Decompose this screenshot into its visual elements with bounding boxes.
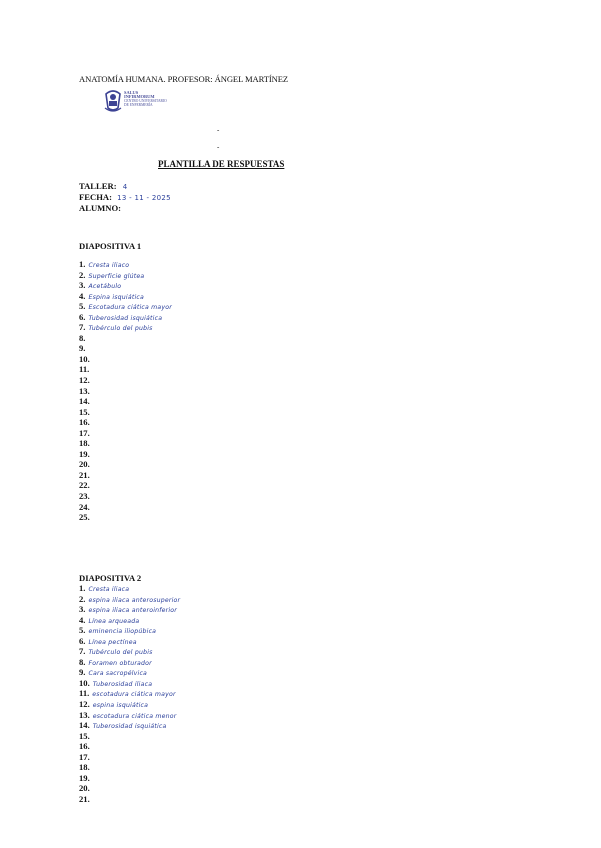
answer-item [79,322,172,333]
answer-item [79,731,180,742]
institution-logo [104,88,174,114]
answer-item [79,710,180,721]
answer-item [79,259,172,270]
answer-text: Cresta iliaca [88,586,130,593]
answer-number: 2. [79,593,86,604]
answer-number: 5. [79,625,86,636]
answer-number: 8. [79,332,86,343]
separator-mark: - [217,126,220,134]
answer-item [79,459,172,470]
logo-emblem-icon [104,88,122,112]
taller-value: 4 [122,183,128,191]
answer-item [79,291,172,302]
answer-item [79,354,172,365]
answer-item [79,594,180,605]
answer-item [79,502,172,513]
answer-list-diapositiva-2 [79,583,180,804]
answer-number: 1. [79,583,86,593]
answer-number: 11. [79,364,90,375]
answer-number: 2. [79,269,86,280]
answer-text: espina iliaca anterosuperior [88,596,181,604]
answer-item [79,470,172,481]
answer-number: 12. [79,375,90,386]
answer-item [79,636,180,647]
answer-item [79,491,172,502]
section-title-diapositiva-1: DIAPOSITIVA 1 [79,241,142,251]
answer-item [79,752,180,763]
answer-item [79,741,180,752]
logo-text: SALUS INFIRMORUM CENTRO UNIVERSITARIO DE ENFERMERÍA [124,90,167,107]
answer-list-diapositiva-1 [79,259,172,523]
answer-item [79,657,180,668]
answer-number: 17. [79,751,90,762]
answer-number: 3. [79,280,86,291]
answer-item [79,678,180,689]
taller-field: TALLER: 4 [79,181,128,191]
answer-text: Tuberosidad iliaca [92,680,153,688]
answer-number: 13. [79,385,90,396]
answer-text: Espina isquiática [88,293,144,301]
answer-item [79,583,180,594]
answer-number: 13. [79,709,90,720]
answer-number: 12. [79,699,90,710]
answer-number: 9. [79,667,86,678]
answer-text: Línea pectínea [88,638,137,646]
page-title: PLANTILLA DE RESPUESTAS [158,159,285,169]
answer-item [79,720,180,731]
fecha-value: 13 - 11 - 2025 [117,194,171,202]
fecha-field: FECHA: 13 - 11 - 2025 [79,192,171,202]
answer-item [79,688,180,699]
answer-number: 11. [79,688,90,699]
answer-text: Acetábulo [88,283,122,291]
answer-text: espina iliaca anteroinferior [88,607,178,615]
answer-item [79,428,172,439]
answer-number: 15. [79,406,90,417]
answer-number: 21. [79,793,90,804]
answer-item [79,280,172,291]
answer-text: Cara sacropélvica [88,670,148,678]
answer-number: 3. [79,604,86,615]
answer-item [79,783,180,794]
answer-item [79,646,180,657]
answer-item [79,762,180,773]
answer-item [79,312,172,323]
answer-number: 9. [79,343,86,354]
answer-item [79,407,172,418]
answer-number: 4. [79,290,86,301]
answer-number: 7. [79,646,86,657]
answer-number: 18. [79,762,90,773]
answer-text: Cresta iliaco [88,262,130,269]
answer-item [79,417,172,428]
answer-number: 10. [79,353,90,364]
answer-item [79,773,180,784]
answer-item [79,449,172,460]
answer-number: 25. [79,512,90,523]
answer-number: 22. [79,480,90,491]
answer-number: 7. [79,322,86,333]
answer-item [79,375,172,386]
answer-text: escotadura ciática menor [92,712,177,720]
alumno-field: ALUMNO: [79,203,122,213]
answer-item [79,512,172,523]
answer-text: Foramen obturador [88,659,152,667]
answer-number: 8. [79,656,86,667]
answer-number: 20. [79,459,90,470]
answer-number: 14. [79,720,90,731]
answer-number: 14. [79,396,90,407]
answer-text: eminencia iliopúbica [88,628,157,636]
separator-mark: - [217,143,220,151]
answer-number: 23. [79,491,90,502]
answer-number: 6. [79,635,86,646]
course-header: ANATOMÍA HUMANA. PROFESOR: ÁNGEL MARTÍNEZ [79,74,289,84]
answer-text: Tuberosidad isquiática [92,723,167,731]
answer-text: espina isquiática [92,702,149,710]
answer-item [79,270,172,281]
answer-number: 21. [79,469,90,480]
answer-item [79,343,172,354]
answer-item [79,386,172,397]
answer-number: 1. [79,259,86,269]
answer-text: Escotadura ciática mayor [88,304,172,312]
answer-text: Línea arqueada [88,617,140,625]
answer-text: Tuberosidad isquiática [88,314,163,322]
answer-text: escotadura ciática mayor [92,691,176,699]
answer-item [79,625,180,636]
answer-item [79,301,172,312]
answer-item [79,396,172,407]
answer-number: 10. [79,677,90,688]
answer-number: 17. [79,427,90,438]
answer-item [79,364,172,375]
answer-number: 15. [79,730,90,741]
answer-number: 5. [79,301,86,312]
answer-number: 24. [79,501,90,512]
answer-item [79,480,172,491]
answer-item [79,615,180,626]
answer-item [79,333,172,344]
answer-number: 19. [79,448,90,459]
answer-item [79,438,172,449]
answer-text: Tubérculo del pubis [88,649,153,657]
answer-text: Tubérculo del pubis [88,325,153,333]
answer-number: 18. [79,438,90,449]
answer-number: 4. [79,614,86,625]
answer-number: 19. [79,772,90,783]
section-title-diapositiva-2: DIAPOSITIVA 2 [79,573,142,583]
answer-item [79,699,180,710]
answer-text: Superficie glútea [88,272,145,280]
answer-item [79,794,180,805]
answer-number: 20. [79,783,90,794]
answer-item [79,604,180,615]
answer-number: 16. [79,741,90,752]
answer-number: 16. [79,417,90,428]
answer-number: 6. [79,311,86,322]
answer-item [79,667,180,678]
